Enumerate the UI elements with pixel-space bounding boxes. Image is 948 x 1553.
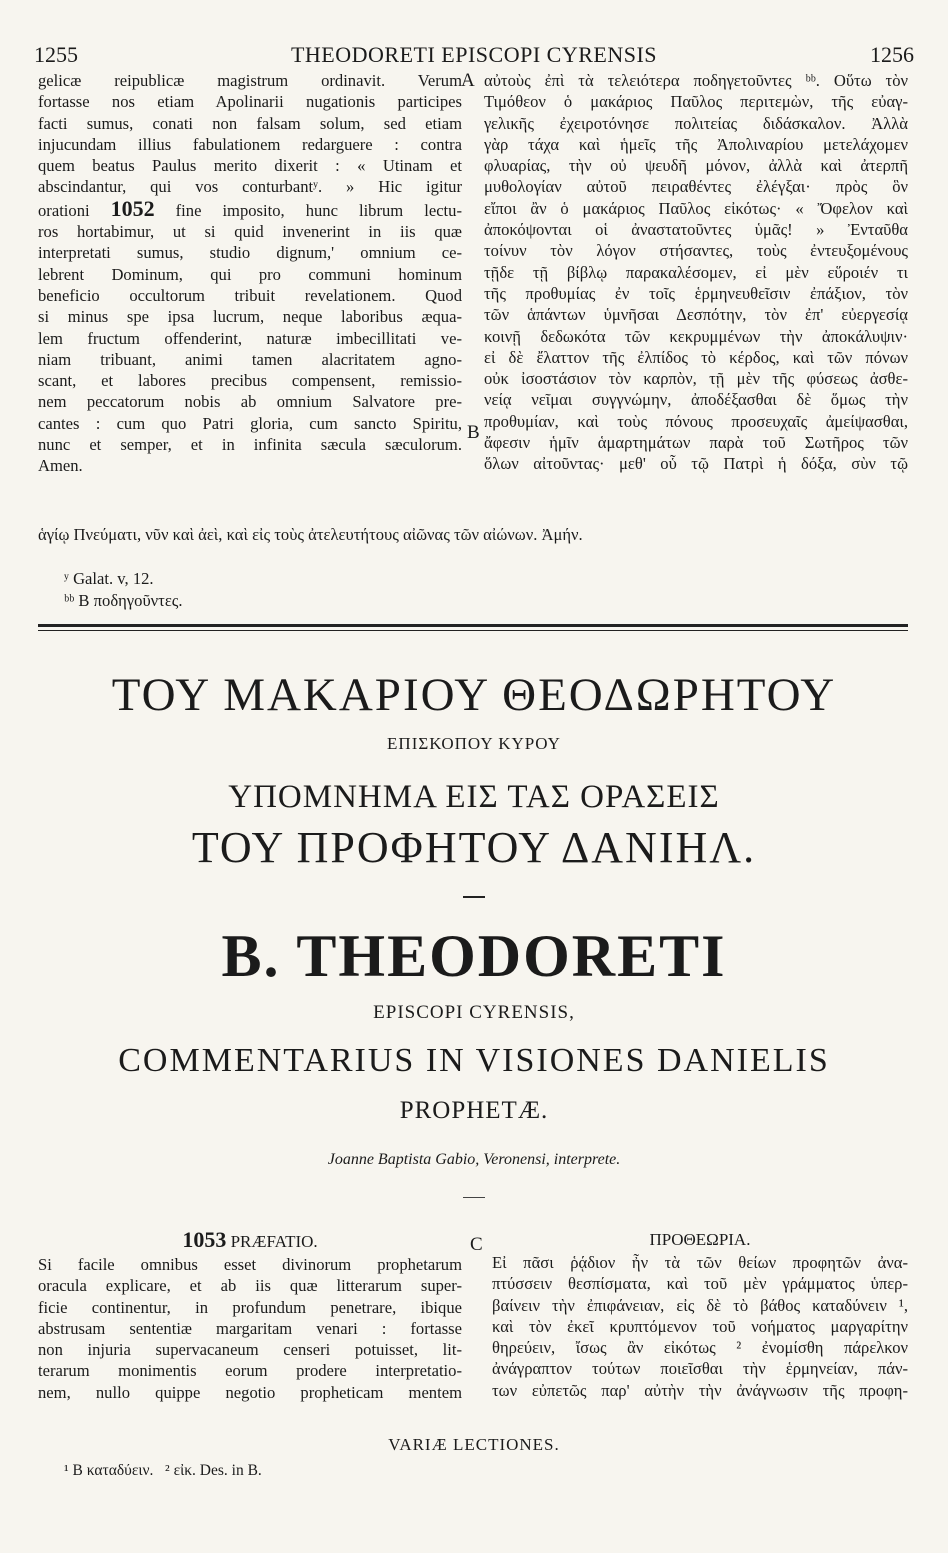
text-line: θηρεύειν, ἴσως ἂν εἰκότως ² ἐνομίσθη πάρελκον	[492, 1338, 908, 1358]
text-line: ὅλων αἰτοῦντας· μεθ' οὗ τῷ Πατρὶ ἡ δόξα, σὺν τῷ	[484, 454, 908, 474]
text-line: βαίνειν τὴν ἐπιφάνειαν, εἰς δὲ τὸ βάθος καταδύνειν ¹,	[492, 1295, 908, 1315]
text-line: ἄφεσιν ἡμῖν ἁμαρτημάτων παρὰ τοῦ Σωτῆρος τῶν	[484, 433, 908, 453]
text-line: ficie continentur, in profundum penetrare, ibique	[38, 1297, 462, 1317]
text-line: cantes : cum quo Patri gloria, cum sancto Spiritu,	[38, 413, 462, 433]
section-number-1053: 1053	[182, 1227, 227, 1252]
latin-subtitle-prophetae: PROPHETÆ.	[399, 1097, 549, 1124]
text-line: orationi 1052 fine imposito, hunc librum lectu-	[38, 197, 462, 221]
text-line: οὐκ ἰσοστάσιον τὸν καρπὸν, τῇ μὲν τῆς φύσεως ἀσθε-	[484, 369, 908, 389]
text-line: Si facile omnibus esset divinorum prophetarum	[38, 1255, 462, 1274]
text-line: facti sumus, conati non falsam solum, sed etiam	[38, 113, 462, 133]
preface-greek	[492, 1228, 908, 1401]
latin-title: B. THEODORETI	[221, 923, 727, 989]
preface-latin	[38, 1228, 462, 1403]
text-line: γελικῆς ἐχειροτόνησε πολιτείας διδάσκαλον. Ἀλλὰ	[484, 113, 908, 133]
text-line: ἀποκόψονται οἱ ἀναστατοῦντες ὑμᾶς! » Ἐνταῦθα	[484, 220, 908, 240]
text-line: των εὐπετῶς παρ' αὐτὴν τὴν ἀνάγνωσιν τῆς προφη-	[492, 1380, 908, 1400]
text-line: lebrent Dominum, qui pro communi hominum	[38, 264, 462, 284]
text-line: quem beatus Paulus merito dixerit : « Utinam et	[38, 156, 462, 176]
text-line: abstrusam sententiæ margaritam venari : fortasse	[38, 1318, 462, 1338]
protheoria-heading: ΠΡΟΘΕΩΡΙΑ.	[649, 1230, 751, 1249]
text-line: niam tribuant, animi tamen alacritatem agno-	[38, 349, 462, 369]
variae-lectiones-notes: ¹ B καταδύειν. ² εἰκ. Des. in B.	[64, 1462, 262, 1479]
text-line: αὐτοὺς ἐπὶ τὰ τελειότερα ποδηγετοῦντες ᵇᵇ. Οὕτω τὸν	[484, 71, 908, 90]
preface-latin-heading	[38, 1228, 462, 1254]
text-line: non injuria supervacaneum censeri potuisset, lit-	[38, 1340, 462, 1360]
text-line: πτύσσειν θεσπίσματα, καὶ τοῦ μὲν γράμματος ὑπερ-	[492, 1274, 908, 1294]
margin-letter-b: B	[467, 422, 480, 443]
page-number-right: 1256	[870, 42, 914, 67]
preface-greek-text	[492, 1252, 908, 1401]
greek-subtitle-episkopou: ΕΠΙΣΚΟΠΟΥ ΚΥΡΟΥ	[387, 734, 561, 753]
praefatio-heading: PRÆFATIO.	[230, 1232, 318, 1251]
text-line: ros hortabimur, ut si quid invenerint in iis quæ	[38, 222, 462, 242]
text-line: μυθολογίαν αὐτοῦ πειραθέντες ἐλέγξαι· πρὸς ὃν	[484, 177, 908, 197]
greek-subtitle-hypomnema: ΥΠΟΜΝΗΜΑ ΕΙΣ ΤΑΣ ΟΡΑΣΕΙΣ	[228, 779, 720, 815]
running-title: THEODORETI EPISCOPI CYRENSIS	[290, 42, 658, 67]
text-line: κοινῇ δεδωκότα τῶν κεκρυμμένων τὴν ἀποκάλυψιν·	[484, 326, 908, 346]
section-rule-thin	[38, 630, 908, 631]
title-separator-dash	[463, 896, 485, 898]
text-line: φλυαρίας, τὴν οὐ ψευδῆ μόνον, ἀλλὰ καὶ ἀτερπῆ	[484, 156, 908, 176]
page-number-left: 1255	[34, 42, 78, 67]
text-line: abscindantur, qui vos conturbantʸ. » Hic igitur	[38, 177, 462, 197]
text-line: Εἰ πᾶσι ῥᾴδιον ἦν τὰ τῶν θείων προφητῶν ἀνα-	[492, 1253, 908, 1272]
text-line: nunc et semper, et in infinita sæcula sæculorum.	[38, 435, 462, 455]
text-line: nem, nullo quippe negotio propheticam mentem	[38, 1382, 462, 1402]
interpreter-line: Joanne Baptista Gabio, Veronensi, interprete.	[327, 1151, 621, 1168]
greek-title: ΤΟΥ ΜΑΚΑΡΙΟΥ ΘΕΟΔΩΡΗΤΟΥ	[111, 669, 837, 721]
greek-subtitle-prophetou: ΤΟΥ ΠΡΟΦΗΤΟΥ ΔΑΝΙΗΛ.	[191, 823, 757, 872]
latin-subtitle-episcopi: EPISCOPI CYRENSIS,	[373, 1002, 575, 1023]
section-number-1052: 1052	[110, 197, 155, 221]
text-line: εἴποι ἂν ὁ μακάριος Παῦλος εἰκότως· « Ὄφελον καὶ	[484, 198, 908, 218]
running-header	[34, 42, 914, 68]
text-line: nem peccatorum nobis ab omnium Salvatore pre-	[38, 392, 462, 412]
greek-column-top	[484, 70, 908, 475]
latin-column-top	[38, 70, 462, 477]
greek-closing-line: ἁγίῳ Πνεύματι, νῦν καὶ ἀεὶ, καὶ εἰς τοὺς ἀτελευτήτους αἰῶνας τῶν αἰώνων. Ἀμήν.	[38, 525, 583, 544]
section-rule-thick	[38, 624, 908, 627]
preface-latin-text	[38, 1254, 462, 1403]
text-line: εἰ δὲ ἔλαττον τῆς ἐλπίδος τὸ κέρδος, καὶ τῶν πόνων	[484, 347, 908, 367]
text-line: νείᾳ νεῖμαι συγγνώμην, ἀποδέξασθαι δὲ ὅμως τὴν	[484, 390, 908, 410]
text-line: γὰρ τάχα καὶ ἡμεῖς τῆς Ἀπολιναρίου μετελάχομεν	[484, 134, 908, 154]
text-line: Τιμόθεον ὁ μακάριος Παῦλος περιτεμὼν, τῆς εὐαγ-	[484, 92, 908, 112]
text-line: καὶ τὸν ἐκεῖ κρυπτόμενον τοῦ νοήματος μαργαρίτην	[492, 1316, 908, 1336]
text-line: προθυμίαν, καὶ τοὺς πόνους προσευχαῖς ἀμείψασθαι,	[484, 411, 908, 431]
margin-letter-c: C	[470, 1234, 483, 1255]
text-line: ἀνάγραπτον τούτων ποιεῖσθαι τὴν ἑρμηνείαν, πάν-	[492, 1359, 908, 1379]
text-line: Amen.	[38, 456, 83, 476]
text-line: fortasse nos etiam Apolinarii nugationis participes	[38, 92, 462, 112]
preface-separator-dash	[463, 1197, 485, 1198]
text-line: interpretati sumus, studio dignum,' omnium ce-	[38, 243, 462, 263]
text-line: τῇδε τῇ βίβλῳ παρακαλέσομεν, εἰ μὲν εὕροιέν τι	[484, 262, 908, 282]
text-line: τοίνυν τὸν λόγον στήσαντες, τοὺς ἐντευξομένους	[484, 241, 908, 261]
latin-subtitle-commentarius: COMMENTARIUS IN VISIONES DANIELIS	[118, 1042, 830, 1079]
text-line: terarum monimentis eorum prodere interpretatio-	[38, 1361, 462, 1381]
text-line: oracula explicare, et ab iis quæ litterarum super-	[38, 1276, 462, 1296]
footnote-bb: ᵇᵇ B ποδηγοῦντες.	[64, 591, 183, 610]
text-line: gelicæ reipublicæ magistrum ordinavit. Verum	[38, 71, 462, 90]
footnote-y: ʸ Galat. v, 12.	[64, 569, 154, 588]
text-line: lem fructum offenderint, naturæ imbecillitati ve-	[38, 328, 462, 348]
text-line: τῶν ἁπάντων ὑμνῆσαι Δεσπότην, τὸν ἐπ' εὐεργεσίᾳ	[484, 305, 908, 325]
text-line: injucundam illius fabulationem redarguere : contra	[38, 134, 462, 154]
margin-letter-a: A	[461, 70, 475, 91]
variae-lectiones-heading: VARIÆ LECTIONES.	[388, 1435, 560, 1454]
text-line: beneficio occultorum tribuit revelationem. Quod	[38, 285, 462, 305]
text-line: scant, et labores precibus compensent, remissio-	[38, 371, 462, 391]
footnotes-top	[64, 568, 183, 612]
text-line: τῆς προθυμίας ἐν τοῖς ἑρμηνευθεῖσιν ἐπάξιον, τὸν	[484, 283, 908, 303]
text-line: si minus spe ipsa lucrum, neque laboribus æqua-	[38, 307, 462, 327]
